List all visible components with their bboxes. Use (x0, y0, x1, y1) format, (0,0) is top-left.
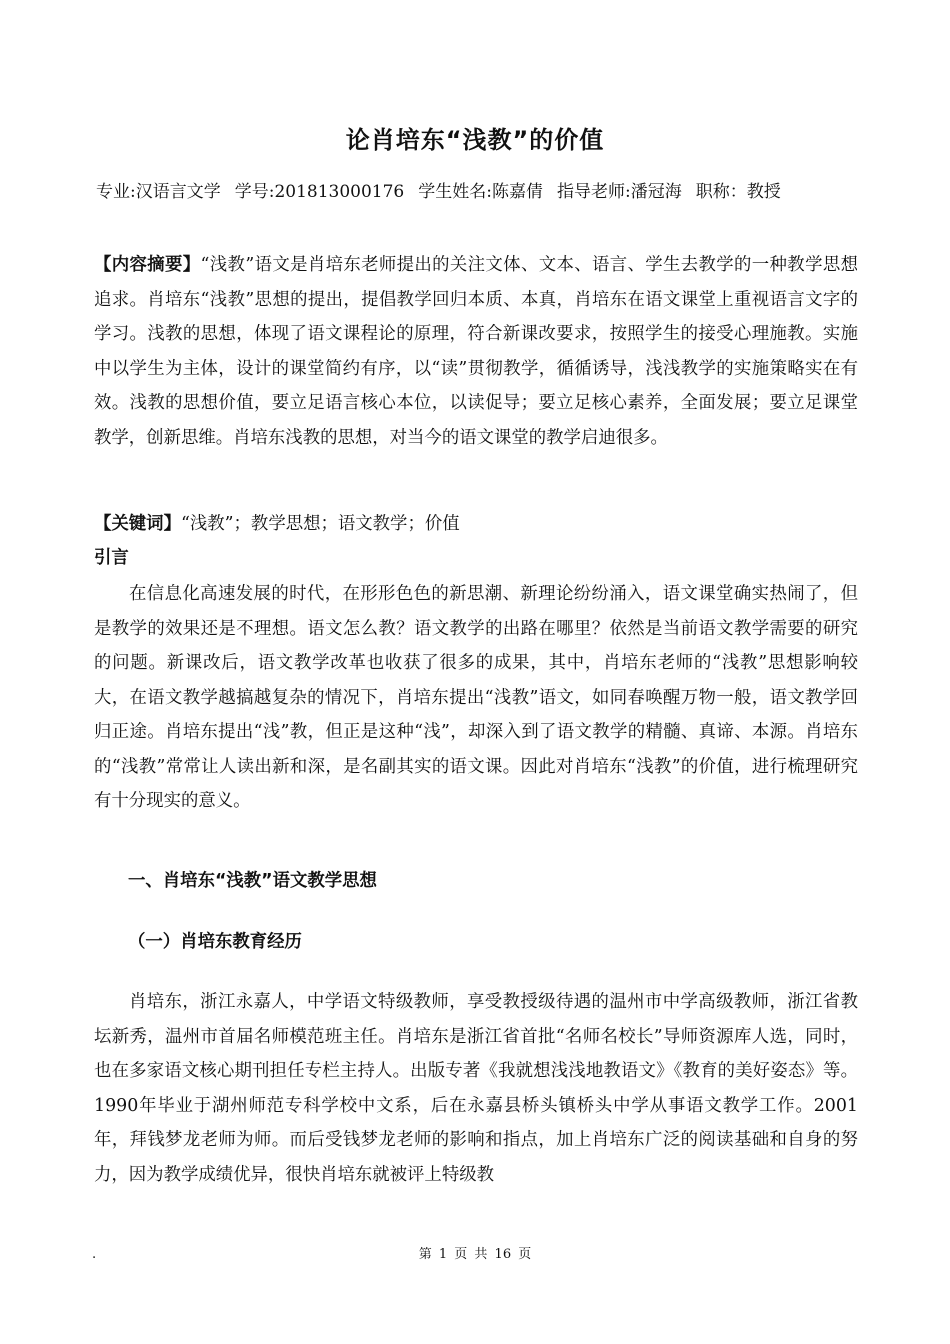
section-heading-1: 一、肖培东“浅教”语文教学思想 (128, 871, 377, 891)
bio-paragraph: 肖培东，浙江永嘉人，中学语文特级教师，享受教授级待遇的温州市中学高级教师，浙江省教坛新秀，温州市首届名师模范班主任。肖培东是浙江省首批“名师名校长”导师资源库人选，同时，也在多家语文核心期刊担任专栏主持人。出版专著《我就想浅浅地教语文》《教育的美好姿态》等。1990年毕业于湖州师范专科学校中文系，后在永嘉县桥头镇桥头中学从事语文教学工作。2001年，拜钱梦龙老师为师。而后受钱梦龙老师的影响和指点，加上肖培东广泛的阅读基础和自身的努力，因为教学成绩优异，很快肖培东就被评上特级教 (94, 992, 858, 1185)
keywords-label: 【关键词】 (94, 514, 181, 534)
abstract-label: 【内容摘要】 (94, 255, 201, 275)
subsection-heading-1-1: （一）肖培东教育经历 (128, 932, 302, 952)
intro-paragraph: 在信息化高速发展的时代，在形形色色的新思潮、新理论纷纷涌入，语文课堂确实热闹了，但是教学的效果还是不理想。语文怎么教？语文教学的出路在哪里？依然是当前语文教学需要的研究的问题。新课改后，语文教学改革也收获了很多的成果，其中，肖培东老师的“浅教”思想影响较大，在语文教学越搞越复杂的情况下，肖培东提出“浅教”语文，如同春唤醒万物一般，语文教学回归正途。肖培东提出“浅”教，但正是这种“浅”，却深入到了语文教学的精髓、真谛、本源。肖培东的“浅教”常常让人读出新和深，是名副其实的语文课。因此对肖培东“浅教”的价值，进行梳理研究有十分现实的意义。 (94, 584, 858, 811)
abstract-text: “浅教”语文是肖培东老师提出的关注文体、文本、语言、学生去教学的一种教学思想追求。肖培东“浅教”思想的提出，提倡教学回归本质、本真，肖培东在语文课堂上重视语言文字的学习。浅教的思想，体现了语文课程论的原理，符合新课改要求，按照学生的接受心理施教。实施中以学生为主体，设计的课堂简约有序，以“读”贯彻教学，循循诱导，浅浅教学的实施策略实在有效。浅教的思想价值，要立足语言核心本位，以读促导；要立足核心素养，全面发展；要立足课堂教学，创新思维。肖培东浅教的思想，对当今的语文课堂的教学启迪很多。 (94, 255, 858, 448)
advisor-field: 指导老师:潘冠海 (557, 182, 682, 202)
student-name-field: 学生姓名:陈嘉倩 (418, 182, 543, 202)
paper-title: 论肖培东“浅教”的价值 (345, 126, 605, 154)
advisor-title-field: 职称：教授 (695, 182, 781, 202)
abstract-paragraph (94, 248, 858, 455)
page-number-footer: 第 1 页 共 16 页 (418, 1247, 532, 1262)
keywords-text: “浅教”；教学思想；语文教学；价值 (180, 514, 460, 534)
major-field: 专业:汉语言文学 (96, 182, 221, 202)
keywords-line (94, 507, 460, 541)
footer-dot: . (92, 1247, 97, 1262)
intro-heading: 引言 (94, 548, 129, 568)
author-meta-line (96, 178, 866, 206)
student-id-field: 学号:201813000176 (234, 182, 405, 202)
